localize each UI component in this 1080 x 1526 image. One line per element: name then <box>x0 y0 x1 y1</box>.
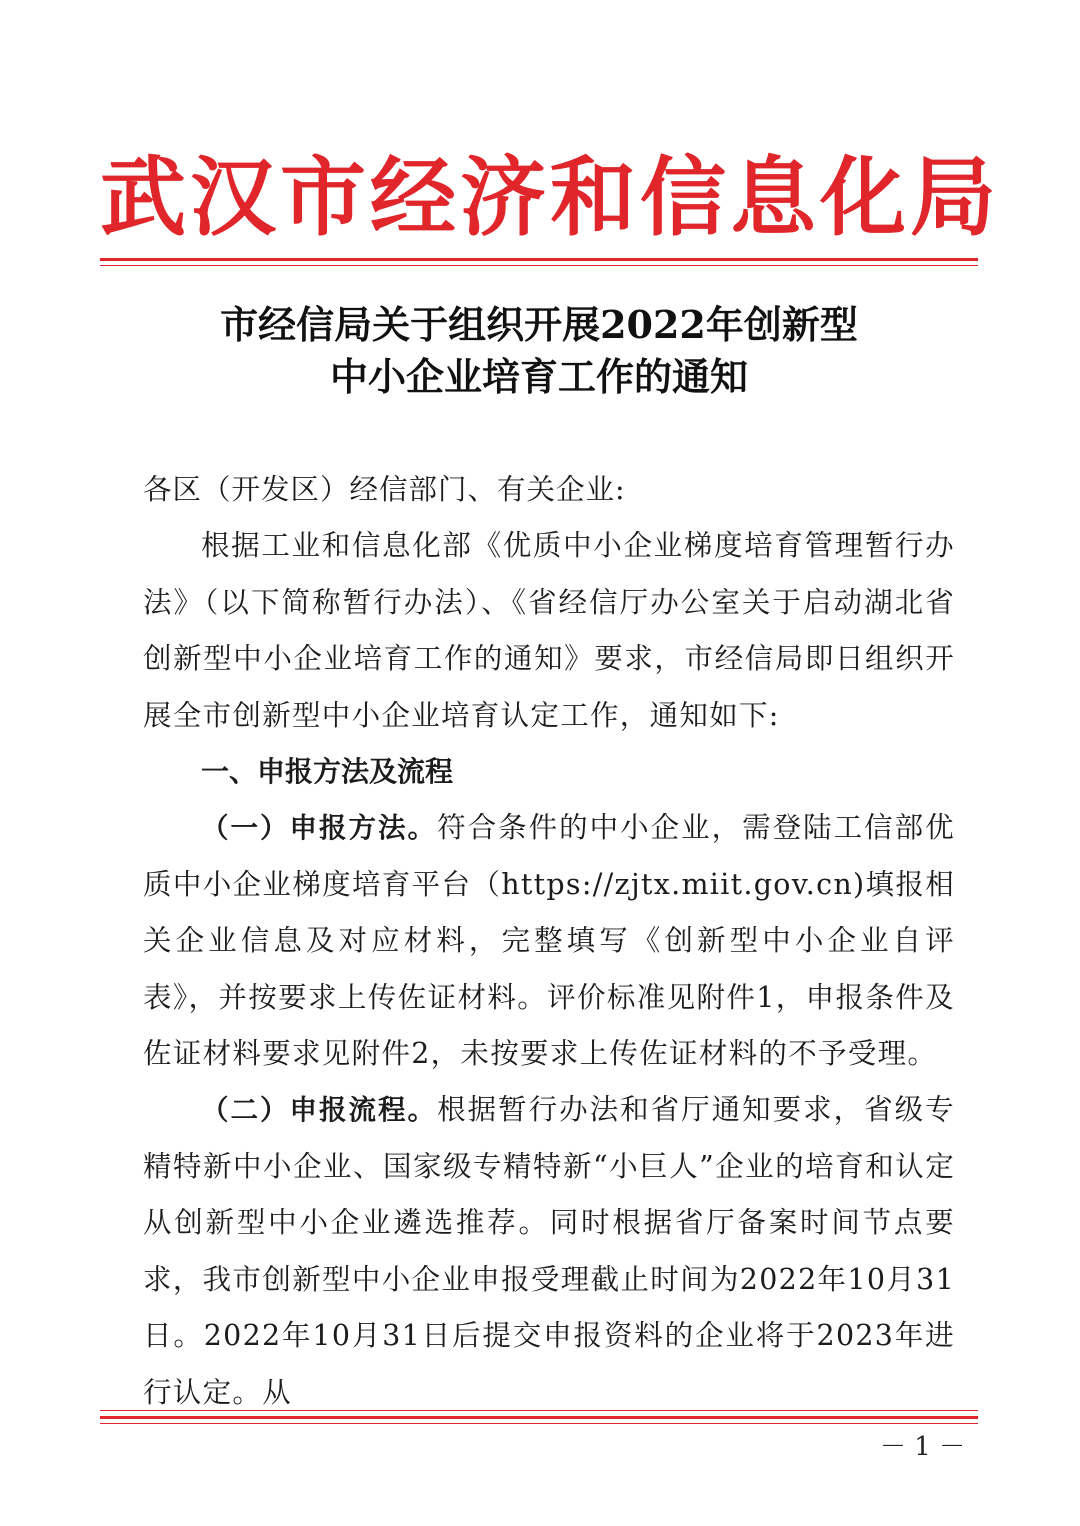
section-heading-1: 一、申报方法及流程 <box>201 755 454 789</box>
item-2-lead: （二）申报流程。 <box>201 1094 438 1127</box>
intro-paragraph: 根据工业和信息化部《优质中小企业梯度培育管理暂行办法》（以下简称暂行办法）、《省经信厅办公室关于启动湖北省创新型中小企业培育工作的通知》要求，市经信局即日组织开展全市创新型中小企业培育认定工作，通知如下: <box>143 529 955 732</box>
item-2-paragraph <box>143 1082 955 1420</box>
footer-divider-thin-bottom <box>100 1423 978 1424</box>
document-title-line-2: 中小企业培育工作的通知 <box>329 354 748 399</box>
letterhead-divider-thin <box>100 265 978 266</box>
page-number: － 1 － <box>880 1432 966 1462</box>
footer-divider-thin-top <box>100 1410 978 1411</box>
salutation: 各区（开发区）经信部门、有关企业: <box>143 473 626 506</box>
item-1-paragraph <box>143 800 955 1082</box>
letterhead-title: 武汉市经济和信息化局 <box>100 148 1000 248</box>
item-1-text: 符合条件的中小企业，需登陆工信部优质中小企业梯度培育平台（https://zjtx.miit.gov.cn)填报相关企业信息及对应材料，完整填写《创新型中小企业自评表》，并按要求上传佐证材料。评价标准见附件1，申报条件及佐证材料要求见附件2，未按要求上传佐证材料的不予受理。 <box>143 811 955 1071</box>
letterhead-divider-thick <box>100 258 978 261</box>
item-1-lead: （一）申报方法。 <box>201 812 438 845</box>
item-2-text: 根据暂行办法和省厅通知要求，省级专精特新中小企业、国家级专精特新“小巨人”企业的培育和认定从创新型中小企业遴选推荐。同时根据省厅备案时间节点要求，我市创新型中小企业申报受理截止时间为2022年10月31日。2022年10月31日后提交申报资料的企业将于2023年进行认定。从 <box>143 1093 955 1409</box>
document-title-line-1: 市经信局关于组织开展2022年创新型 <box>220 302 858 347</box>
footer-divider-thick <box>100 1416 978 1419</box>
document-body <box>143 462 955 1421</box>
